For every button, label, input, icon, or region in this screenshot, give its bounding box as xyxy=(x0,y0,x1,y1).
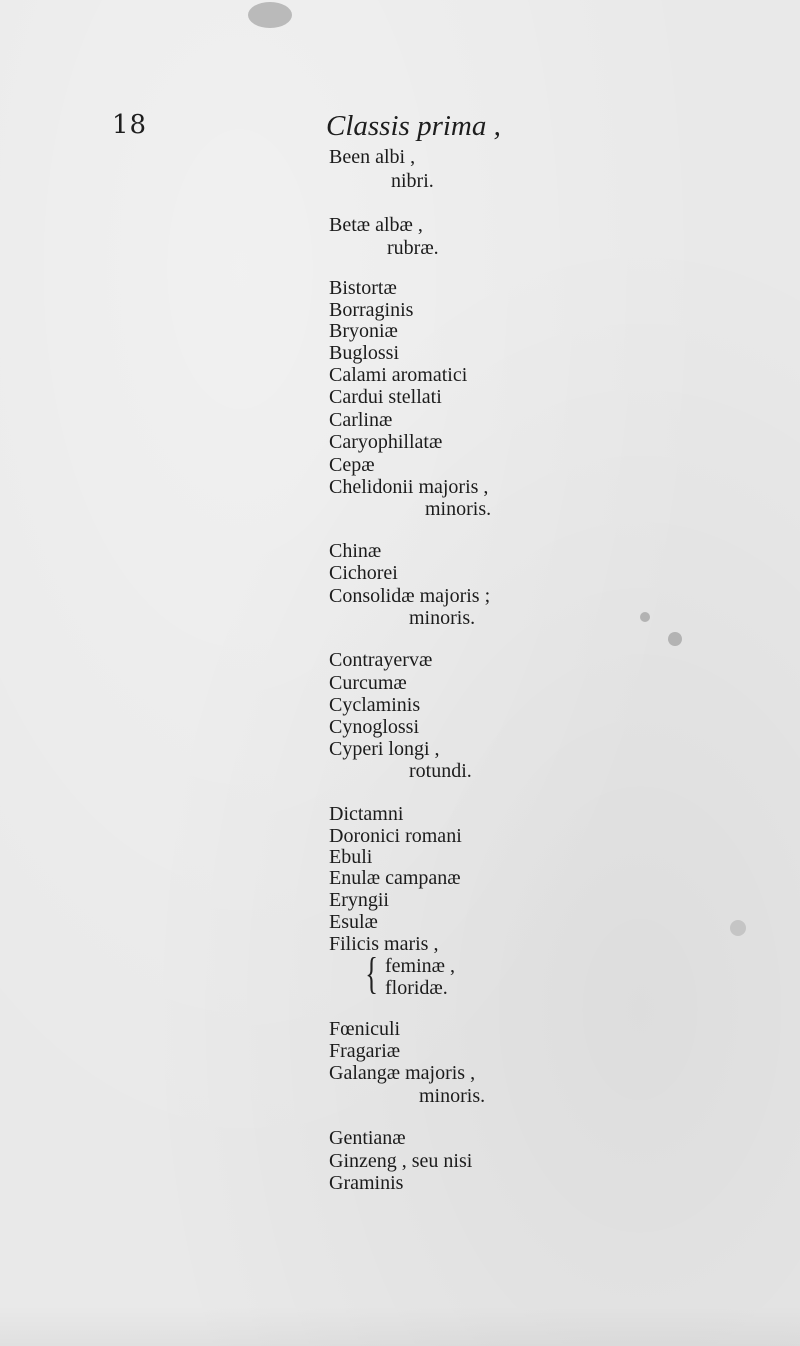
ink-stain xyxy=(248,2,292,28)
list-item: Doronici romani xyxy=(329,825,462,847)
list-item: Contrayervæ xyxy=(329,649,433,671)
list-item: Eryngii xyxy=(329,889,389,911)
list-item: rubræ. xyxy=(387,237,439,259)
list-item: Calami aromatici xyxy=(329,364,468,386)
list-item: Cynoglossi xyxy=(329,716,420,738)
list-item: Cepæ xyxy=(329,454,375,476)
list-item: Cardui stellati xyxy=(329,386,442,408)
list-item: Borraginis xyxy=(329,299,414,321)
list-item: Carlinæ xyxy=(329,409,393,431)
list-item: Gentianæ xyxy=(329,1127,406,1149)
list-item: Cichorei xyxy=(329,562,398,584)
list-item: Dictamni xyxy=(329,803,404,825)
ink-stain xyxy=(668,632,682,646)
list-item: Cyperi longi , xyxy=(329,738,440,760)
list-item: Esulæ xyxy=(329,911,378,933)
list-item: Fœniculi xyxy=(329,1018,401,1040)
list-item: Ginzeng , seu nisi xyxy=(329,1150,473,1172)
list-item: feminæ , xyxy=(385,955,455,977)
page-number: 18 xyxy=(112,110,148,140)
list-item: Chinæ xyxy=(329,540,382,562)
list-item: Betæ albæ , xyxy=(329,214,423,236)
list-item: Cyclaminis xyxy=(329,694,421,716)
list-item: minoris. xyxy=(419,1085,486,1107)
list-item: Enulæ campanæ xyxy=(329,867,461,889)
ink-stain xyxy=(640,612,650,622)
list-item: Caryophillatæ xyxy=(329,431,443,453)
page-edge xyxy=(0,1306,800,1346)
list-item: Buglossi xyxy=(329,342,400,364)
list-item: Bistortæ xyxy=(329,277,397,299)
list-item: Fragariæ xyxy=(329,1040,401,1062)
list-item: Curcumæ xyxy=(329,672,407,694)
running-title: Classis prima , xyxy=(326,110,501,142)
list-item: Chelidonii majoris , xyxy=(329,476,489,498)
list-item: Graminis xyxy=(329,1172,404,1194)
list-item: Been albi , xyxy=(329,146,416,168)
entry-list xyxy=(329,0,569,1346)
list-item: minoris. xyxy=(409,607,476,629)
brace-mark: { xyxy=(365,949,378,998)
list-item: Filicis maris , xyxy=(329,933,439,955)
list-item: Bryoniæ xyxy=(329,320,398,342)
list-item: minoris. xyxy=(425,498,492,520)
list-item: nibri. xyxy=(391,170,434,192)
list-item: rotundi. xyxy=(409,760,472,782)
list-item: floridæ. xyxy=(385,977,448,999)
list-item: Consolidæ majoris ; xyxy=(329,585,491,607)
list-item: Galangæ majoris , xyxy=(329,1062,476,1084)
list-item: Ebuli xyxy=(329,846,373,868)
ink-stain xyxy=(730,920,746,936)
